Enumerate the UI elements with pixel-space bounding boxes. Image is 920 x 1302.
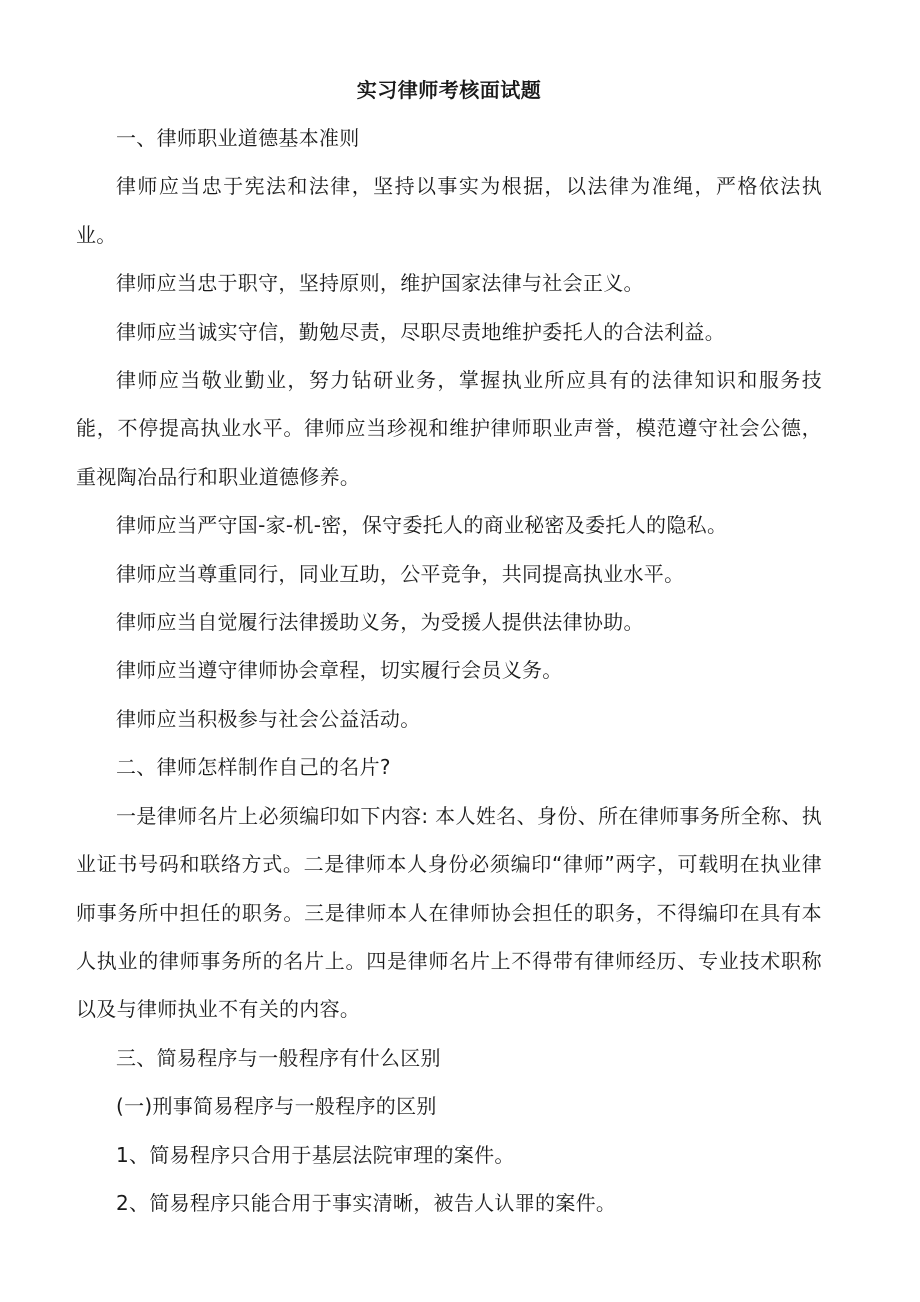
paragraph-peers: 律师应当尊重同行，同业互助，公平竞争，共同提高执业水平。: [116, 561, 685, 586]
paragraph-constitution: 律师应当忠于宪法和法律，坚持以事实为根据，以法律为准绳，严格依法执业。: [76, 174, 822, 247]
paragraph-confidentiality: 律师应当严守国-家-机-密，保守委托人的商业秘密及委托人的隐私。: [116, 513, 728, 538]
document-body: [76, 66, 822, 1227]
section-heading-ethics: 一、律师职业道德基本准则: [116, 126, 360, 150]
list-item-basic-court: 1、简易程序只合用于基层法院审理的案件。: [116, 1142, 515, 1167]
paragraph-association: 律师应当遵守律师协会章程，切实履行会员义务。: [116, 658, 563, 683]
paragraph-legal-aid: 律师应当自觉履行法律援助义务，为受援人提供法律协助。: [116, 610, 644, 635]
paragraph-dedication: 律师应当敬业勤业，努力钻研业务，掌握执业所应具有的法律知识和服务技能，不停提高执业水平。律师应当珍视和维护律师职业声誉，模范遵守社会公德，重视陶冶品行和职业道德修养。: [76, 368, 822, 489]
subsection-heading-criminal: (一)刑事简易程序与一般程序的区别: [116, 1094, 437, 1119]
list-item-clear-facts: 2、简易程序只能合用于事实清晰，被告人认罪的案件。: [116, 1190, 617, 1215]
paragraph-duty: 律师应当忠于职守，坚持原则，维护国家法律与社会正义。: [116, 271, 644, 296]
document-title: 实习律师考核面试题: [356, 78, 542, 102]
paragraph-business-card-rules: 一是律师名片上必须编印如下内容: 本人姓名、身份、所在律师事务所全称、执业证书号码和联络方式。二是律师本人身份必须编印“律师”两字，可载明在执业律师事务所中担任的职务。三是律师本人在律师协会担任的职务，不得编印在具有本人执业的律师事务所的名片上。四是律师名片上不得带有律师经历、专业技术职称以及与律师执业不有关的内容。: [76, 803, 822, 1022]
paragraph-integrity: 律师应当诚实守信，勤勉尽责，尽职尽责地维护委托人的合法利益。: [116, 319, 725, 344]
section-heading-procedures: 三、简易程序与一般程序有什么区别: [116, 1045, 441, 1070]
paragraph-public-welfare: 律师应当积极参与社会公益活动。: [116, 706, 421, 731]
section-heading-business-card: 二、律师怎样制作自己的名片?: [116, 755, 391, 780]
